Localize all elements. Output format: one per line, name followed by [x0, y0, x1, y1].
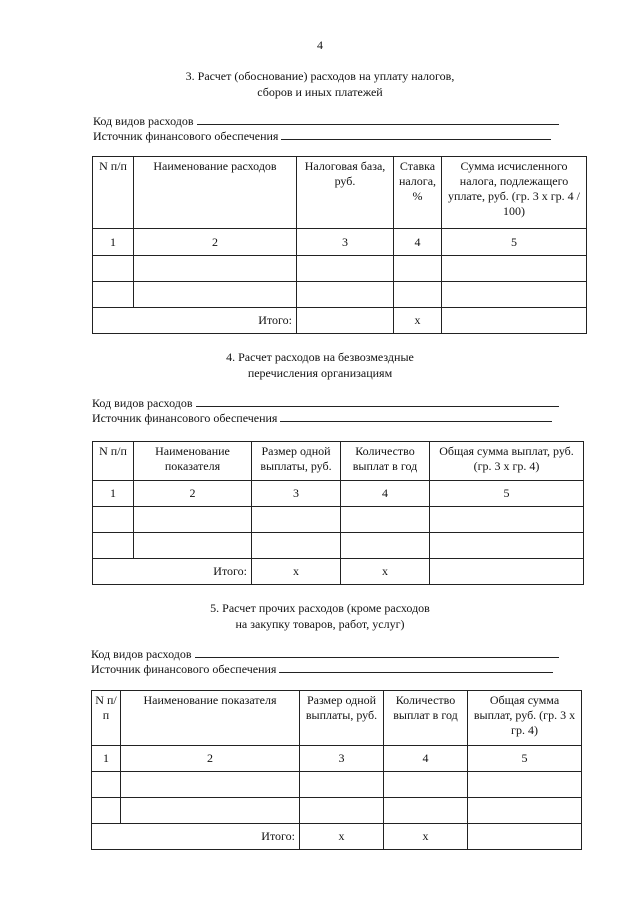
empty-cell[interactable] [341, 533, 430, 559]
table-row [92, 772, 582, 798]
s4-source-label: Источник финансового обеспечения [92, 411, 278, 425]
s3-col-number: 3 [297, 229, 394, 256]
empty-cell[interactable] [252, 533, 341, 559]
s3-code-field [93, 113, 559, 128]
empty-cell[interactable] [442, 308, 587, 334]
empty-cell[interactable] [93, 256, 134, 282]
empty-cell[interactable] [93, 507, 134, 533]
s3-header-cell: Налоговая база, руб. [297, 157, 394, 229]
s5-source-blank[interactable] [279, 661, 553, 673]
empty-cell[interactable] [121, 798, 300, 824]
s5-number-row [92, 746, 582, 772]
empty-cell[interactable] [134, 507, 252, 533]
s3-code-blank[interactable] [197, 113, 559, 125]
section-4-title-line1: 4. Расчет расходов на безвозмездные [226, 350, 414, 364]
section-5-title-line1: 5. Расчет прочих расходов (кроме расходов [210, 601, 430, 615]
section-4-title [0, 349, 640, 381]
empty-cell[interactable] [297, 308, 394, 334]
table-row [93, 507, 584, 533]
section-3-title-line2: сборов и иных платежей [257, 85, 383, 99]
s4-code-blank[interactable] [196, 395, 559, 407]
empty-cell[interactable] [468, 824, 582, 850]
empty-cell[interactable] [430, 507, 584, 533]
table-row [93, 533, 584, 559]
s5-total-x: x [384, 824, 468, 850]
s4-total-x: x [341, 559, 430, 585]
s5-source-label: Источник финансового обеспечения [91, 662, 277, 676]
s4-total-label: Итого: [93, 559, 252, 585]
s5-header-cell: N п/п [92, 691, 121, 746]
s4-table [92, 441, 584, 585]
section-5-title-line2: на закупку товаров, работ, услуг) [235, 617, 405, 631]
s4-total-row [93, 559, 584, 585]
s4-col-number: 3 [252, 481, 341, 507]
section-4-title-line2: перечисления организациям [247, 366, 393, 380]
empty-cell[interactable] [252, 507, 341, 533]
s3-header-row [93, 157, 587, 229]
s5-col-number: 3 [300, 746, 384, 772]
empty-cell[interactable] [92, 772, 121, 798]
s4-code-field [92, 395, 559, 410]
empty-cell[interactable] [468, 798, 582, 824]
section-3-title [0, 68, 640, 100]
empty-cell[interactable] [92, 798, 121, 824]
s4-col-number: 2 [134, 481, 252, 507]
s4-code-label: Код видов расходов [92, 396, 193, 410]
empty-cell[interactable] [442, 282, 587, 308]
empty-cell[interactable] [297, 256, 394, 282]
s3-number-row [93, 229, 587, 256]
empty-cell[interactable] [134, 256, 297, 282]
table-row [92, 798, 582, 824]
s5-header-cell: Общая сумма выплат, руб. (гр. 3 x гр. 4) [468, 691, 582, 746]
table-row [93, 282, 587, 308]
empty-cell[interactable] [300, 772, 384, 798]
s4-source-blank[interactable] [280, 410, 552, 422]
s5-total-x: x [300, 824, 384, 850]
empty-cell[interactable] [394, 256, 442, 282]
s3-header-cell: N п/п [93, 157, 134, 229]
s5-header-row [92, 691, 582, 746]
empty-cell[interactable] [394, 282, 442, 308]
s3-total-label: Итого: [93, 308, 297, 334]
s3-total-x: x [394, 308, 442, 334]
s5-code-label: Код видов расходов [91, 647, 192, 661]
s4-header-cell: Количество выплат в год [341, 442, 430, 481]
s4-header-cell: N п/п [93, 442, 134, 481]
s5-code-blank[interactable] [195, 646, 559, 658]
s3-header-cell: Наименование расходов [134, 157, 297, 229]
s3-source-field [93, 128, 551, 143]
s3-source-label: Источник финансового обеспечения [93, 129, 279, 143]
s5-source-field [91, 661, 553, 676]
s3-total-row [93, 308, 587, 334]
s4-header-cell: Общая сумма выплат, руб. (гр. 3 x гр. 4) [430, 442, 584, 481]
empty-cell[interactable] [93, 282, 134, 308]
empty-cell[interactable] [134, 533, 252, 559]
empty-cell[interactable] [93, 533, 134, 559]
s4-col-number: 4 [341, 481, 430, 507]
empty-cell[interactable] [384, 798, 468, 824]
s4-col-number: 1 [93, 481, 134, 507]
s4-col-number: 5 [430, 481, 584, 507]
empty-cell[interactable] [430, 533, 584, 559]
s3-col-number: 2 [134, 229, 297, 256]
s5-header-cell: Наименование показателя [121, 691, 300, 746]
empty-cell[interactable] [300, 798, 384, 824]
s5-header-cell: Количество выплат в год [384, 691, 468, 746]
s5-total-label: Итого: [92, 824, 300, 850]
empty-cell[interactable] [430, 559, 584, 585]
empty-cell[interactable] [442, 256, 587, 282]
page-number: 4 [317, 38, 323, 52]
empty-cell[interactable] [384, 772, 468, 798]
s3-source-blank[interactable] [281, 128, 551, 140]
s3-col-number: 4 [394, 229, 442, 256]
s3-col-number: 1 [93, 229, 134, 256]
s3-code-label: Код видов расходов [93, 114, 194, 128]
s5-col-number: 5 [468, 746, 582, 772]
s3-table [92, 156, 587, 334]
empty-cell[interactable] [468, 772, 582, 798]
section-3-title-line1: 3. Расчет (обоснование) расходов на уплату налогов, [185, 69, 455, 83]
s4-number-row [93, 481, 584, 507]
s4-header-cell: Наименование показателя [134, 442, 252, 481]
s5-code-field [91, 646, 559, 661]
s5-header-cell: Размер одной выплаты, руб. [300, 691, 384, 746]
section-5-title [0, 600, 640, 632]
empty-cell[interactable] [341, 507, 430, 533]
s5-total-row [92, 824, 582, 850]
empty-cell[interactable] [297, 282, 394, 308]
s3-header-cell: Сумма исчисленного налога, подлежащего уплате, руб. (гр. 3 x гр. 4 / 100) [442, 157, 587, 229]
s5-col-number: 1 [92, 746, 121, 772]
s4-header-row [93, 442, 584, 481]
s3-col-number: 5 [442, 229, 587, 256]
s5-col-number: 2 [121, 746, 300, 772]
s4-source-field [92, 410, 552, 425]
empty-cell[interactable] [134, 282, 297, 308]
s5-table [91, 690, 582, 850]
s4-header-cell: Размер одной выплаты, руб. [252, 442, 341, 481]
table-row [93, 256, 587, 282]
s3-header-cell: Ставка налога, % [394, 157, 442, 229]
s4-total-x: x [252, 559, 341, 585]
empty-cell[interactable] [121, 772, 300, 798]
s5-col-number: 4 [384, 746, 468, 772]
